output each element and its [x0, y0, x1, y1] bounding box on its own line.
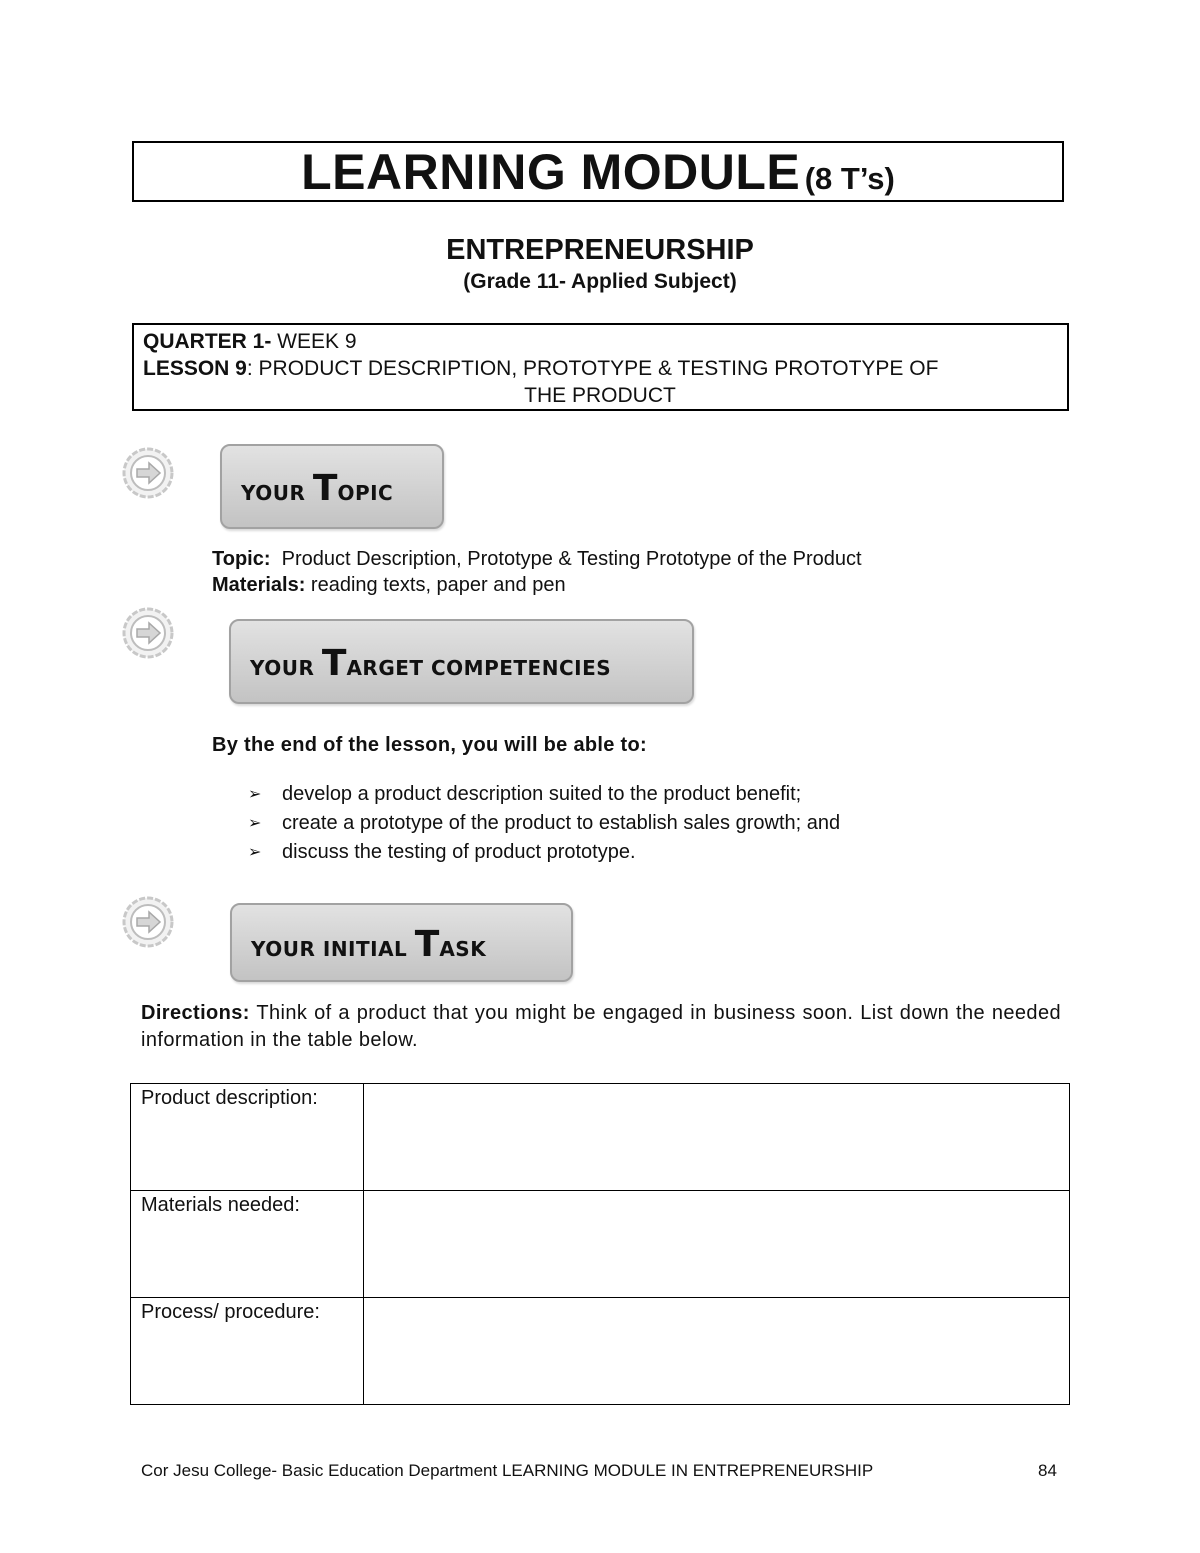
module-title-suffix: (8 T’s)	[804, 161, 895, 196]
quarter-line	[143, 328, 1057, 355]
topic-label: Topic:	[212, 548, 271, 570]
competencies-list	[248, 780, 840, 867]
table-row	[131, 1298, 1070, 1405]
page-footer: Cor Jesu College- Basic Education Department LEARNING MODULE IN ENTREPRENEURSHIP	[141, 1461, 874, 1480]
section-banner-your-target-competencies: YOUR TARGET COMPETENCIES	[229, 619, 694, 704]
answer-cell-process-procedure[interactable]	[364, 1298, 1070, 1405]
answer-cell-materials-needed[interactable]	[364, 1191, 1070, 1298]
list-item: ➢ discuss the testing of product prototype.	[248, 838, 840, 867]
list-item: ➢ create a prototype of the product to establish sales growth; and	[248, 809, 840, 838]
task-directions	[141, 1000, 1061, 1054]
directions-label: Directions:	[141, 1002, 250, 1024]
lesson-value: : PRODUCT DESCRIPTION, PROTOTYPE & TESTING PROTOTYPE OF	[246, 357, 939, 380]
page-number: 84	[1038, 1461, 1057, 1480]
competencies-intro: By the end of the lesson, you will be able to:	[212, 734, 647, 756]
topic-value: Product Description, Prototype & Testing Prototype of the Product	[270, 548, 862, 570]
lesson-value-continued: THE PRODUCT	[524, 384, 676, 407]
answer-cell-product-description[interactable]	[364, 1084, 1070, 1191]
materials-label: Materials:	[212, 574, 306, 596]
arrow-right-circle-icon	[122, 896, 174, 948]
materials-line	[212, 572, 566, 598]
task-table	[130, 1083, 1070, 1405]
arrow-right-circle-icon	[122, 447, 174, 499]
arrow-right-circle-icon	[122, 607, 174, 659]
table-row	[131, 1191, 1070, 1298]
lesson-line	[143, 355, 1057, 382]
grade-subheading: (Grade 11- Applied Subject)	[463, 270, 737, 293]
topic-line	[212, 546, 862, 572]
quarter-label: QUARTER 1-	[143, 330, 272, 353]
module-title-box	[132, 141, 1064, 202]
quarter-value: WEEK 9	[271, 330, 357, 353]
row-label-materials-needed: Materials needed:	[131, 1191, 364, 1298]
row-label-product-description: Product description:	[131, 1084, 364, 1191]
module-title: LEARNING MODULE	[301, 144, 801, 200]
lesson-info-box	[132, 323, 1069, 411]
directions-text: Think of a product that you might be engaged in business soon. List down the needed information in the table below.	[141, 1002, 1061, 1051]
section-banner-your-topic: YOUR TOPIC	[220, 444, 444, 529]
section-banner-your-initial-task: YOUR INITIAL TASK	[230, 903, 573, 982]
bullet-arrow-icon: ➢	[248, 844, 262, 861]
table-row	[131, 1084, 1070, 1191]
row-label-process-procedure: Process/ procedure:	[131, 1298, 364, 1405]
subject-heading: ENTREPRENEURSHIP	[446, 234, 754, 266]
materials-value: reading texts, paper and pen	[305, 574, 566, 596]
bullet-arrow-icon: ➢	[248, 786, 262, 803]
lesson-label: LESSON 9	[143, 357, 247, 380]
bullet-arrow-icon: ➢	[248, 815, 262, 832]
list-item: ➢ develop a product description suited to the product benefit;	[248, 780, 840, 809]
